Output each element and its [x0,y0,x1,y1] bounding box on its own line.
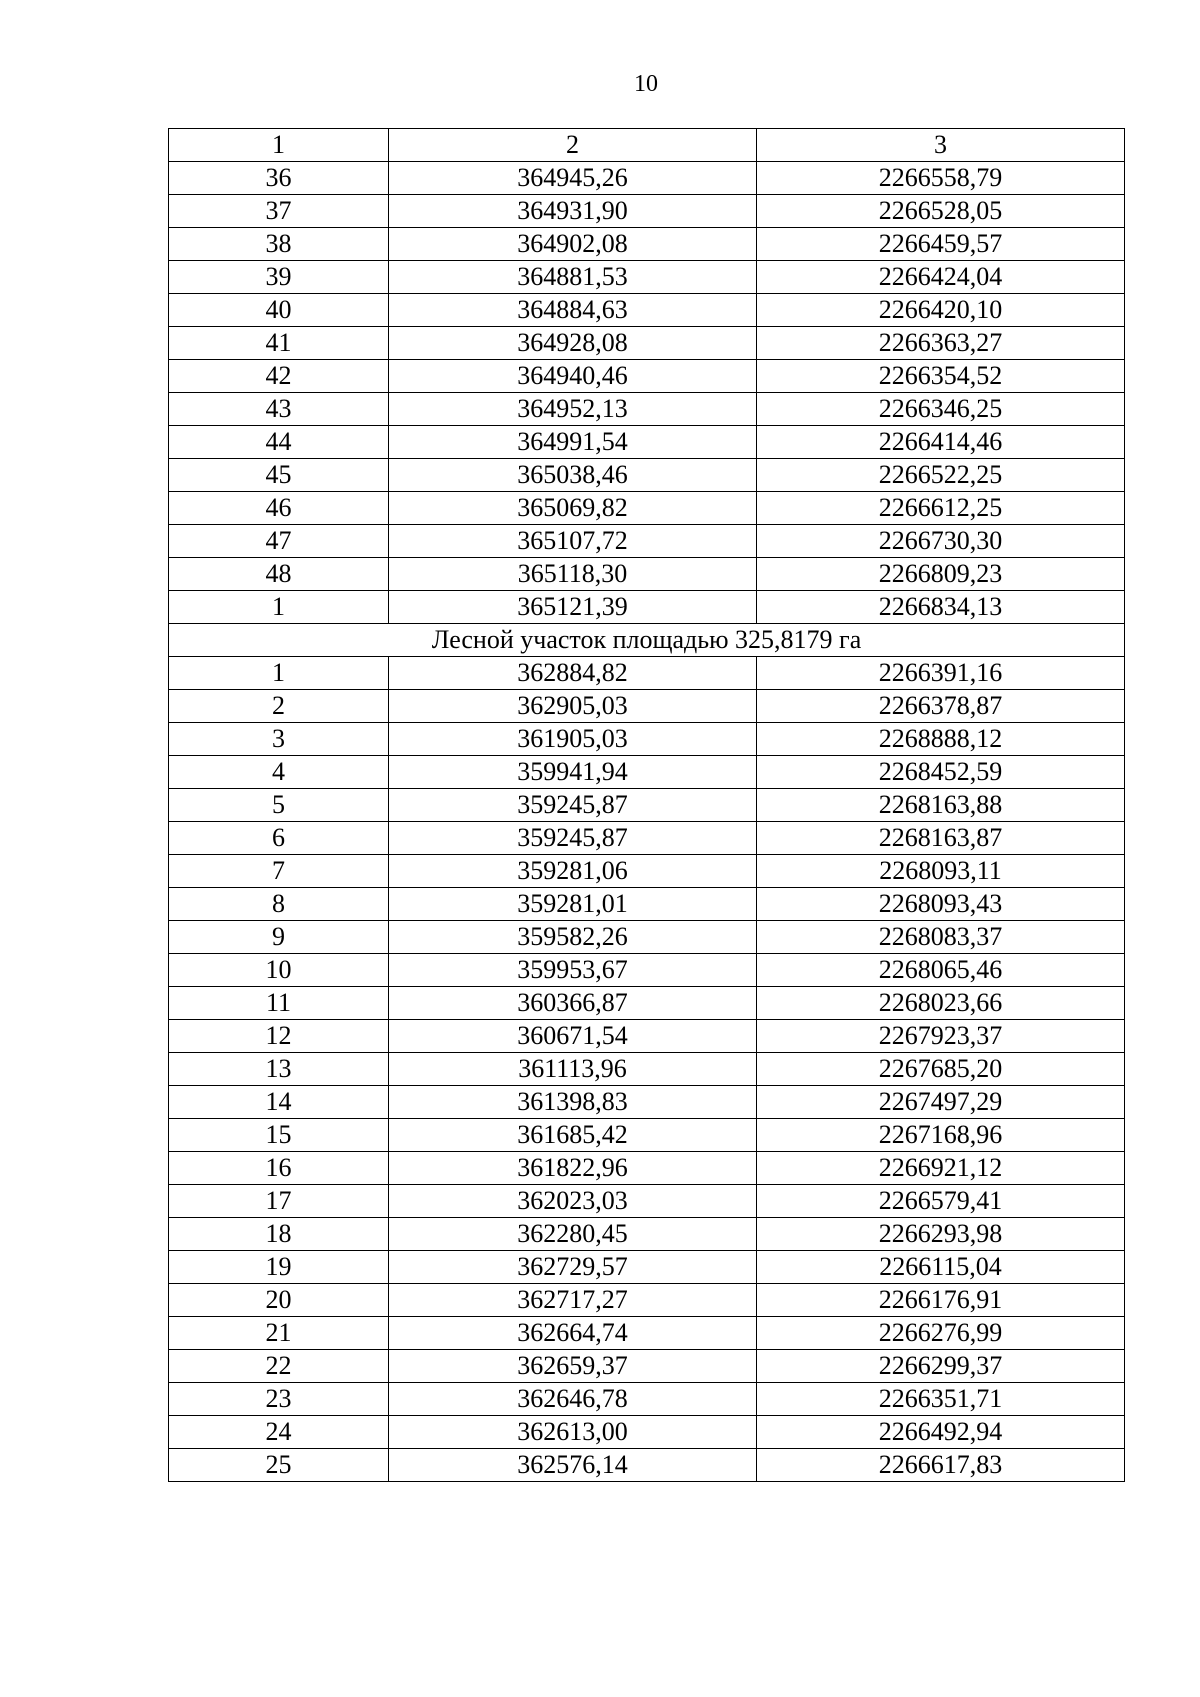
table-row [169,1284,1125,1317]
table-row [169,756,1125,789]
y-coordinate-cell: 2266558,79 [757,162,1125,195]
y-coordinate-cell: 2266276,99 [757,1317,1125,1350]
table-row [169,195,1125,228]
point-number-cell: 45 [169,459,389,492]
point-number-cell: 41 [169,327,389,360]
x-coordinate-cell: 361905,03 [389,723,757,756]
x-coordinate-cell: 365069,82 [389,492,757,525]
point-number-cell: 7 [169,855,389,888]
table-row [169,954,1125,987]
y-coordinate-cell: 2266834,13 [757,591,1125,624]
y-coordinate-cell: 2268163,87 [757,822,1125,855]
y-coordinate-cell: 2266528,05 [757,195,1125,228]
x-coordinate-cell: 359281,06 [389,855,757,888]
y-coordinate-cell: 2268452,59 [757,756,1125,789]
point-number-cell: 44 [169,426,389,459]
x-coordinate-cell: 364902,08 [389,228,757,261]
y-coordinate-cell: 2266391,16 [757,657,1125,690]
x-coordinate-cell: 362023,03 [389,1185,757,1218]
y-coordinate-cell: 2266579,41 [757,1185,1125,1218]
point-number-cell: 36 [169,162,389,195]
x-coordinate-cell: 364945,26 [389,162,757,195]
point-number-cell: 21 [169,1317,389,1350]
point-number-cell: 40 [169,294,389,327]
page-number: 10 [634,71,658,97]
table-row [169,690,1125,723]
x-coordinate-cell: 360366,87 [389,987,757,1020]
y-coordinate-cell: 2267685,20 [757,1053,1125,1086]
x-coordinate-cell: 364884,63 [389,294,757,327]
table-row [169,1383,1125,1416]
table-row [169,327,1125,360]
x-coordinate-cell: 359245,87 [389,822,757,855]
y-coordinate-cell: 2266354,52 [757,360,1125,393]
point-number-cell: 5 [169,789,389,822]
section-title: Лесной участок площадью 325,8179 га [169,624,1125,657]
x-coordinate-cell: 360671,54 [389,1020,757,1053]
x-coordinate-cell: 359281,01 [389,888,757,921]
x-coordinate-cell: 361822,96 [389,1152,757,1185]
y-coordinate-cell: 2266492,94 [757,1416,1125,1449]
table-row [169,1020,1125,1053]
table-row [169,1317,1125,1350]
point-number-cell: 25 [169,1449,389,1482]
y-coordinate-cell: 2266351,71 [757,1383,1125,1416]
table-row [169,591,1125,624]
point-number-cell: 17 [169,1185,389,1218]
point-number-cell: 9 [169,921,389,954]
point-number-cell: 12 [169,1020,389,1053]
x-coordinate-cell: 364952,13 [389,393,757,426]
y-coordinate-cell: 2266115,04 [757,1251,1125,1284]
point-number-cell: 6 [169,822,389,855]
y-coordinate-cell: 2266730,30 [757,525,1125,558]
table-row [169,1416,1125,1449]
point-number-cell: 47 [169,525,389,558]
point-number-cell: 1 [169,591,389,624]
x-coordinate-cell: 362576,14 [389,1449,757,1482]
point-number-cell: 37 [169,195,389,228]
point-number-cell: 10 [169,954,389,987]
point-number-cell: 18 [169,1218,389,1251]
table-row [169,1251,1125,1284]
table-row [169,1119,1125,1152]
y-coordinate-cell: 2266293,98 [757,1218,1125,1251]
table-row [169,459,1125,492]
table-row [169,558,1125,591]
x-coordinate-cell: 362646,78 [389,1383,757,1416]
y-coordinate-cell: 2266363,27 [757,327,1125,360]
x-coordinate-cell: 365121,39 [389,591,757,624]
table-row [169,261,1125,294]
point-number-cell: 11 [169,987,389,1020]
x-coordinate-cell: 364928,08 [389,327,757,360]
point-number-cell: 39 [169,261,389,294]
table-row [169,987,1125,1020]
x-coordinate-cell: 362729,57 [389,1251,757,1284]
x-coordinate-cell: 365107,72 [389,525,757,558]
table-row [169,1185,1125,1218]
point-number-cell: 48 [169,558,389,591]
point-number-cell: 20 [169,1284,389,1317]
y-coordinate-cell: 2266176,91 [757,1284,1125,1317]
table-row [169,162,1125,195]
y-coordinate-cell: 2266424,04 [757,261,1125,294]
point-number-cell: 19 [169,1251,389,1284]
x-coordinate-cell: 364991,54 [389,426,757,459]
y-coordinate-cell: 2268065,46 [757,954,1125,987]
y-coordinate-cell: 2268093,43 [757,888,1125,921]
x-coordinate-cell: 365118,30 [389,558,757,591]
point-number-cell: 13 [169,1053,389,1086]
point-number-cell: 38 [169,228,389,261]
y-coordinate-cell: 2268163,88 [757,789,1125,822]
table-row [169,393,1125,426]
x-coordinate-cell: 362664,74 [389,1317,757,1350]
x-coordinate-cell: 361113,96 [389,1053,757,1086]
point-number-cell: 22 [169,1350,389,1383]
point-number-cell: 3 [169,723,389,756]
table-row [169,525,1125,558]
y-coordinate-cell: 2266414,46 [757,426,1125,459]
table-row [169,1218,1125,1251]
x-coordinate-cell: 364931,90 [389,195,757,228]
header-cell-y: 3 [757,129,1125,162]
y-coordinate-cell: 2266921,12 [757,1152,1125,1185]
x-coordinate-cell: 362613,00 [389,1416,757,1449]
point-number-cell: 1 [169,657,389,690]
point-number-cell: 24 [169,1416,389,1449]
table-row [169,657,1125,690]
x-coordinate-cell: 364881,53 [389,261,757,294]
table-row [169,723,1125,756]
section-title-row [169,624,1125,657]
y-coordinate-cell: 2266612,25 [757,492,1125,525]
y-coordinate-cell: 2268023,66 [757,987,1125,1020]
table-row [169,492,1125,525]
x-coordinate-cell: 361685,42 [389,1119,757,1152]
point-number-cell: 8 [169,888,389,921]
table-row [169,855,1125,888]
y-coordinate-cell: 2266378,87 [757,690,1125,723]
x-coordinate-cell: 361398,83 [389,1086,757,1119]
point-number-cell: 16 [169,1152,389,1185]
coordinates-table [168,128,1125,1482]
y-coordinate-cell: 2268093,11 [757,855,1125,888]
point-number-cell: 2 [169,690,389,723]
coordinates-table-body [169,129,1125,1482]
y-coordinate-cell: 2266809,23 [757,558,1125,591]
table-row [169,921,1125,954]
x-coordinate-cell: 362884,82 [389,657,757,690]
y-coordinate-cell: 2268888,12 [757,723,1125,756]
x-coordinate-cell: 365038,46 [389,459,757,492]
table-row [169,888,1125,921]
y-coordinate-cell: 2266420,10 [757,294,1125,327]
point-number-cell: 46 [169,492,389,525]
y-coordinate-cell: 2267168,96 [757,1119,1125,1152]
x-coordinate-cell: 359582,26 [389,921,757,954]
point-number-cell: 23 [169,1383,389,1416]
y-coordinate-cell: 2268083,37 [757,921,1125,954]
y-coordinate-cell: 2267497,29 [757,1086,1125,1119]
y-coordinate-cell: 2266522,25 [757,459,1125,492]
header-cell-point: 1 [169,129,389,162]
table-row [169,360,1125,393]
x-coordinate-cell: 359953,67 [389,954,757,987]
x-coordinate-cell: 362659,37 [389,1350,757,1383]
header-row [169,129,1125,162]
x-coordinate-cell: 359941,94 [389,756,757,789]
point-number-cell: 4 [169,756,389,789]
y-coordinate-cell: 2266299,37 [757,1350,1125,1383]
x-coordinate-cell: 362717,27 [389,1284,757,1317]
point-number-cell: 15 [169,1119,389,1152]
x-coordinate-cell: 364940,46 [389,360,757,393]
y-coordinate-cell: 2266459,57 [757,228,1125,261]
table-row [169,294,1125,327]
table-row [169,822,1125,855]
point-number-cell: 43 [169,393,389,426]
y-coordinate-cell: 2266617,83 [757,1449,1125,1482]
y-coordinate-cell: 2266346,25 [757,393,1125,426]
table-row [169,1152,1125,1185]
table-row [169,1053,1125,1086]
point-number-cell: 42 [169,360,389,393]
table-row [169,1350,1125,1383]
x-coordinate-cell: 362280,45 [389,1218,757,1251]
table-row [169,789,1125,822]
point-number-cell: 14 [169,1086,389,1119]
table-row [169,1449,1125,1482]
table-row [169,426,1125,459]
x-coordinate-cell: 359245,87 [389,789,757,822]
x-coordinate-cell: 362905,03 [389,690,757,723]
y-coordinate-cell: 2267923,37 [757,1020,1125,1053]
header-cell-x: 2 [389,129,757,162]
table-row [169,228,1125,261]
table-row [169,1086,1125,1119]
